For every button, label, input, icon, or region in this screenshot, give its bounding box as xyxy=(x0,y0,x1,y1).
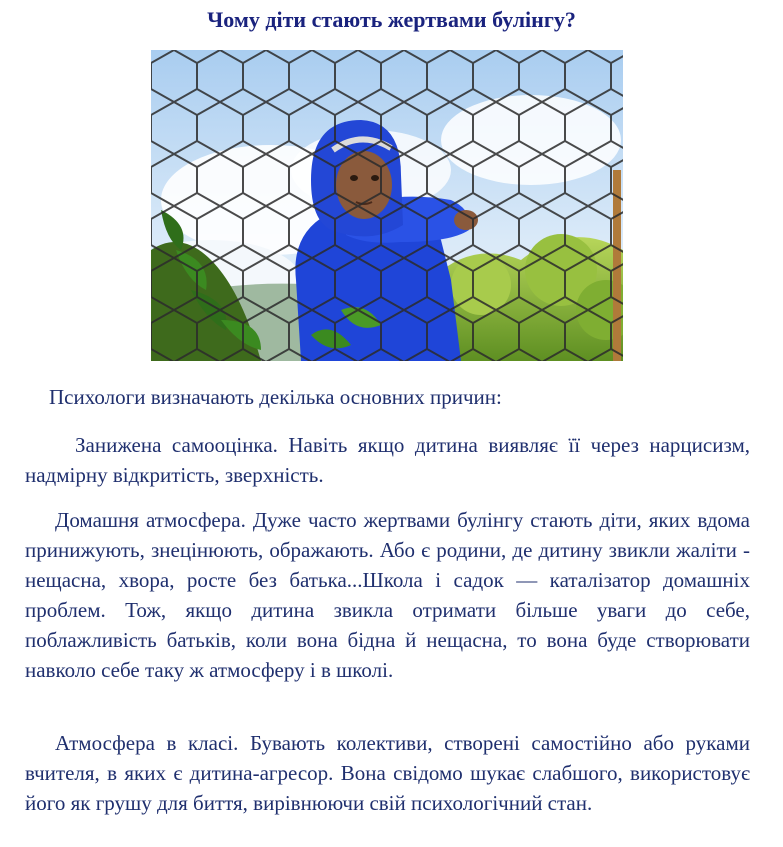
paragraph-home-atmosphere: Домашня атмосфера. Дуже часто жертвами булінгу стають діти, яких вдома принижують, знецінюють, ображають. Або є родини, де дитину звикли жаліти - нещасна, хвора, росте без батька...Школа і садок — каталізатор домашніх проблем. Тож, якщо дитина звикла отримати більше уваги до себе, поблажливість батьків, коли вона бідна й нещасна, то вона буде створювати навколо себе таку ж атмосферу і в школі. xyxy=(25,508,750,682)
child-behind-fence-photo xyxy=(151,50,623,361)
page-title: Чому діти стають жертвами булінгу? xyxy=(207,7,576,32)
paragraph-intro: Психологи визначають декілька основних причин: xyxy=(49,385,502,409)
paragraph-self-esteem: Занижена самооцінка. Навіть якщо дитина виявляє її через нарцисизм, надмірну відкритість, зверхність. xyxy=(25,433,750,487)
paragraph-class-atmosphere: Атмосфера в класі. Бувають колективи, створені самостійно або руками вчителя, в яких є дитина-агресор. Вона свідомо шукає слабшого, використовує його як грушу для биття, вирівнюючи свій психологічний стан. xyxy=(25,731,750,815)
